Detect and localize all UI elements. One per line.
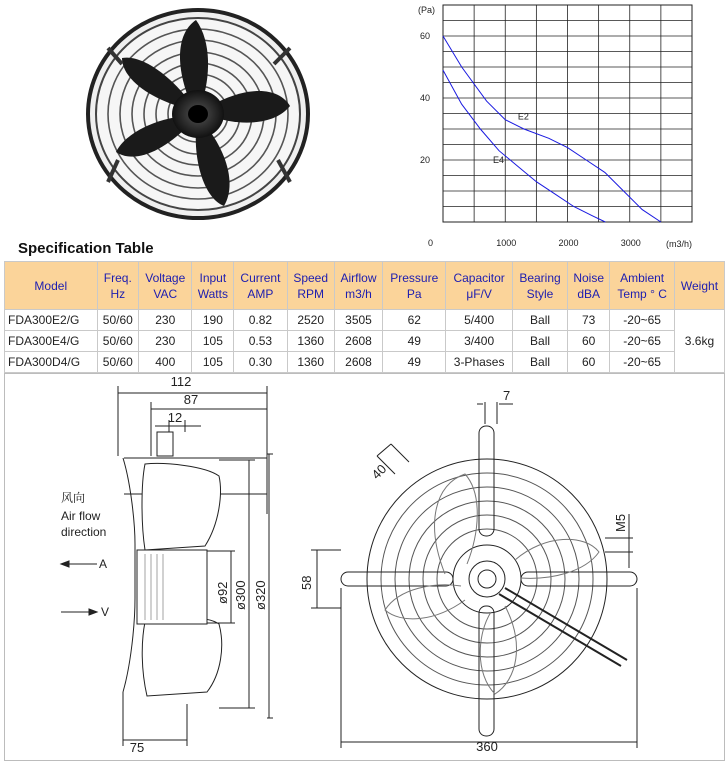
y-tick-label: 20	[420, 155, 431, 165]
spec-cell: FDA300D4/G	[5, 352, 98, 373]
spec-cell: 62	[383, 310, 446, 331]
spec-header-cell: Airflow m3/h	[334, 262, 383, 310]
spec-cell: 3505	[334, 310, 383, 331]
spec-cell: Ball	[513, 310, 568, 331]
chart-grid	[443, 5, 692, 222]
spec-header-cell: Current AMP	[234, 262, 287, 310]
dim-7: 7	[503, 388, 511, 403]
front-view-drawing	[311, 402, 637, 748]
airflow-v-label: V	[101, 605, 110, 619]
performance-chart	[410, 0, 728, 250]
spec-header-cell: Model	[5, 262, 98, 310]
spec-header-cell: Noise dBA	[568, 262, 610, 310]
spec-cell: 190	[192, 310, 234, 331]
spec-cell: 1360	[287, 352, 334, 373]
spec-cell: -20~65	[610, 352, 675, 373]
x-tick-label: 1000	[496, 238, 517, 248]
y-tick-label: 40	[420, 93, 431, 103]
spec-table	[4, 261, 725, 373]
dim-m5: M5	[613, 513, 628, 532]
spec-header-cell: Input Watts	[192, 262, 234, 310]
spec-header-cell: Pressure Pa	[383, 262, 446, 310]
spec-cell: 49	[383, 331, 446, 352]
spec-cell: 105	[192, 331, 234, 352]
spec-table-body	[5, 310, 725, 373]
spec-cell: 50/60	[97, 331, 139, 352]
spec-cell: 60	[568, 352, 610, 373]
dia-92-label: ø92	[215, 581, 230, 604]
spec-header-cell: Freq. Hz	[97, 262, 139, 310]
spec-header-cell: Weight	[674, 262, 724, 310]
spec-cell: 400	[139, 352, 192, 373]
y-tick-label: 60	[420, 31, 431, 41]
fan-photo	[78, 2, 322, 230]
dia-300-label: ø300	[233, 580, 248, 610]
dim-112: 112	[170, 374, 192, 389]
spec-cell: 105	[192, 352, 234, 373]
spec-header-cell: Speed RPM	[287, 262, 334, 310]
airflow-a-label: A	[99, 557, 108, 571]
spec-cell: 0.82	[234, 310, 287, 331]
spec-cell: 230	[139, 331, 192, 352]
spec-cell: FDA300E4/G	[5, 331, 98, 352]
spec-cell: Ball	[513, 352, 568, 373]
spec-cell: -20~65	[610, 331, 675, 352]
dim-40: 40	[368, 461, 390, 483]
airflow-label-cn: 风向	[61, 491, 86, 505]
x-tick-label: 0	[428, 238, 434, 248]
x-tick-label: 3000	[620, 238, 641, 248]
spec-header-cell: Capacitor μF/V	[446, 262, 513, 310]
spec-header-cell: Voltage VAC	[139, 262, 192, 310]
spec-table-row	[5, 352, 725, 373]
spec-table-row	[5, 310, 725, 331]
spec-cell: 50/60	[97, 352, 139, 373]
airflow-label-en-2: direction	[61, 525, 107, 539]
series-label-e4: E4	[493, 155, 505, 166]
spec-cell: 3-Phases	[446, 352, 513, 373]
spec-table-row	[5, 331, 725, 352]
side-view-drawing	[61, 386, 273, 746]
spec-cell: -20~65	[610, 310, 675, 331]
spec-cell: 60	[568, 331, 610, 352]
series-line-e4	[443, 70, 605, 222]
spec-cell: 5/400	[446, 310, 513, 331]
spec-cell: 73	[568, 310, 610, 331]
spec-cell: 49	[383, 352, 446, 373]
dim-12: 12	[167, 410, 183, 425]
x-axis-unit-label: (m3/h)	[666, 239, 693, 249]
spec-cell: FDA300E2/G	[5, 310, 98, 331]
spec-cell: 2608	[334, 331, 383, 352]
chart-ticks	[420, 31, 641, 248]
y-axis-unit-label: (Pa)	[418, 5, 436, 15]
spec-cell: 230	[139, 310, 192, 331]
spec-table-header	[5, 262, 725, 310]
dim-87: 87	[183, 392, 199, 407]
spec-header-cell: Bearing Style	[513, 262, 568, 310]
spec-cell: 3/400	[446, 331, 513, 352]
weight-cell: 3.6kg	[674, 310, 724, 373]
dim-360: 360	[476, 739, 498, 754]
spec-cell: 50/60	[97, 310, 139, 331]
x-tick-label: 2000	[558, 238, 579, 248]
dim-58: 58	[299, 575, 314, 590]
spec-cell: 2608	[334, 352, 383, 373]
spec-cell: 2520	[287, 310, 334, 331]
spec-cell: 0.30	[234, 352, 287, 373]
spec-header-cell: Ambient Temp ° C	[610, 262, 675, 310]
dim-75: 75	[129, 740, 145, 755]
airflow-label-en-1: Air flow	[61, 509, 101, 523]
spec-cell: Ball	[513, 331, 568, 352]
spec-table-title: Specification Table	[18, 240, 154, 257]
dimension-drawings	[4, 373, 725, 761]
dia-320-label: ø320	[253, 580, 268, 610]
spec-cell: 0.53	[234, 331, 287, 352]
series-label-e2: E2	[517, 111, 529, 122]
spec-cell: 1360	[287, 331, 334, 352]
